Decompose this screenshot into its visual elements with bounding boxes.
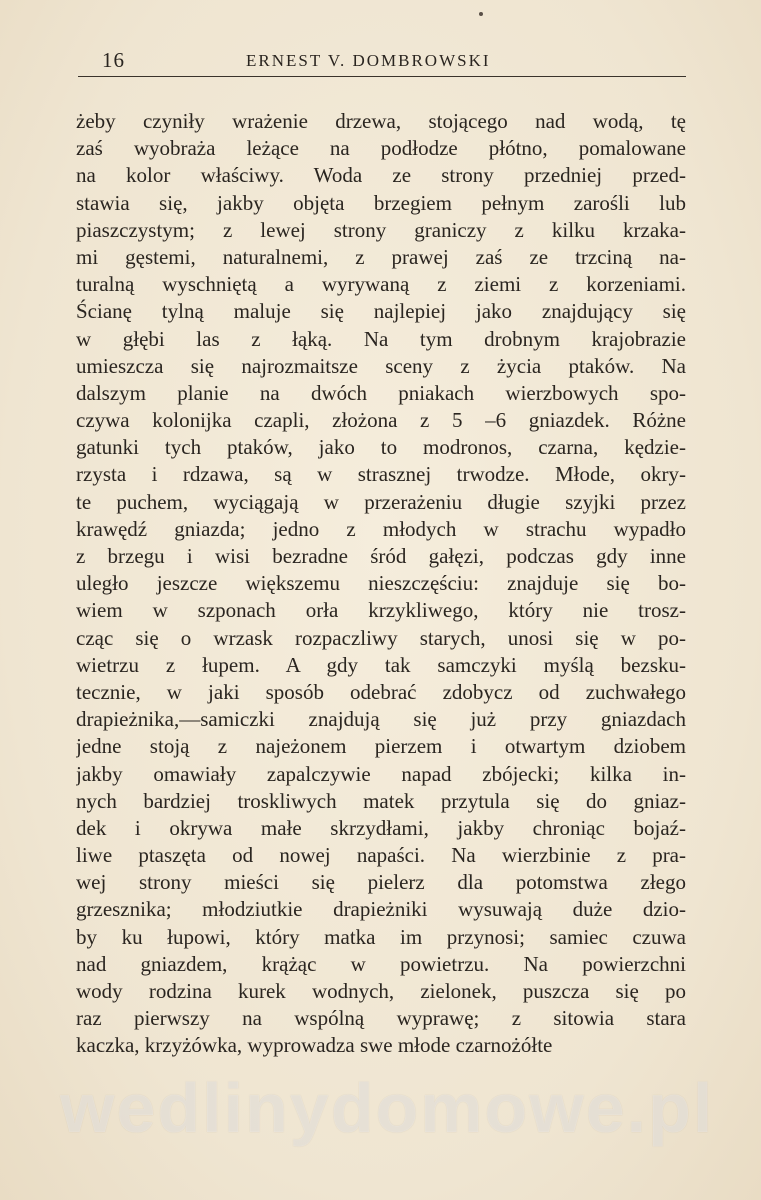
text-line: krawędź gniazda; jedno z młodych w strachu wypadło xyxy=(76,516,686,541)
page-number: 16 xyxy=(102,48,125,72)
text-line: wody rodzina kurek wodnych, zielonek, puszcza się po xyxy=(76,979,686,1003)
text-line: grzesznika; młodziutkie drapieżniki wysuwają duże dzio- xyxy=(76,897,686,922)
text-line: w głębi las z łąką. Na tym drobnym krajobrazie xyxy=(76,326,686,351)
text-line: stawia się, jakby objęta brzegiem pełnym zarośli lub xyxy=(76,190,686,215)
text-line: dalszym planie na dwóch pniakach wierzbowych spo- xyxy=(76,380,686,405)
text-line: wej strony mieści się pielerz dla potomstwa złego xyxy=(76,870,686,895)
printing-speck xyxy=(479,12,483,16)
text-line: tecznie, w jaki sposób odebrać zdobycz od zuchwałego xyxy=(76,679,686,704)
watermark: wedlinydomowe.pl xyxy=(60,1069,715,1147)
running-title: ERNEST V. DOMBROWSKI xyxy=(246,51,491,70)
text-line: na kolor właściwy. Woda ze strony przedniej przed- xyxy=(76,163,686,188)
text-line: drapieżnika,—samiczki znajdują się już przy gniazdach xyxy=(76,707,686,732)
text-line: z brzegu i wisi bezradne śród gałęzi, podczas gdy inne xyxy=(76,544,686,568)
text-line: nad gniazdem, krążąc w powietrzu. Na powierzchni xyxy=(76,951,686,976)
text-line: gatunki tych ptaków, jako to modronos, czarna, kędzie- xyxy=(76,435,686,460)
text-line: wiem w szponach orła krzykliwego, który nie trosz- xyxy=(76,598,686,623)
text-line: żeby czyniły wrażenie drzewa, stojącego nad wodą, tę xyxy=(76,109,686,133)
text-line: dek i okrywa małe skrzydłami, jakby chroniąc bojaź- xyxy=(76,815,686,840)
page-header xyxy=(78,48,686,76)
text-line: cząc się o wrzask rozpaczliwy starych, unosi się w po- xyxy=(76,625,686,650)
text-line: by ku łupowi, który matka im przynosi; samiec czuwa xyxy=(76,924,686,949)
text-line: turalną wyschniętą a wyrywaną z ziemi z korzeniami. xyxy=(76,272,686,297)
text-line: czywa kolonijka czapli, złożona z 5 –6 gniazdek. Różne xyxy=(76,408,686,433)
text-line: umieszcza się najrozmaitsze sceny z życia ptaków. Na xyxy=(76,353,686,378)
text-line: Ścianę tylną maluje się najlepiej jako znajdujący się xyxy=(76,299,686,324)
text-line: raz pierwszy na wspólną wyprawę; z sitowia stara xyxy=(76,1006,686,1031)
text-line: te puchem, wyciągają w przerażeniu długie szyjki przez xyxy=(76,489,686,514)
text-line: kaczka, krzyżówka, wyprowadza swe młode czarnożółte xyxy=(76,1033,553,1058)
text-line: jakby omawiały zapalczywie napad zbójecki; kilka in- xyxy=(76,761,686,786)
body-text xyxy=(76,108,686,1060)
text-line: piaszczystym; z lewej strony graniczy z kilku krzaka- xyxy=(76,217,686,242)
text-line: jedne stoją z najeżonem pierzem i otwartym dziobem xyxy=(76,734,686,759)
text-line: mi gęstemi, naturalnemi, z prawej zaś ze trzciną na- xyxy=(76,244,686,269)
text-line: zaś wyobraża leżące na podłodze płótno, pomalowane xyxy=(76,136,686,161)
text-line: liwe ptaszęta od nowej napaści. Na wierzbinie z pra- xyxy=(76,843,686,868)
text-line: rzysta i rdzawa, są w strasznej trwodze. Młode, okry- xyxy=(76,462,686,487)
header-rule xyxy=(78,76,686,77)
text-line: nych bardziej troskliwych matek przytula się do gniaz- xyxy=(76,788,686,813)
text-line: uległo jeszcze większemu nieszczęściu: znajduje się bo- xyxy=(76,571,686,596)
text-line: wietrzu z łupem. A gdy tak samczyki myślą bezsku- xyxy=(76,652,686,677)
